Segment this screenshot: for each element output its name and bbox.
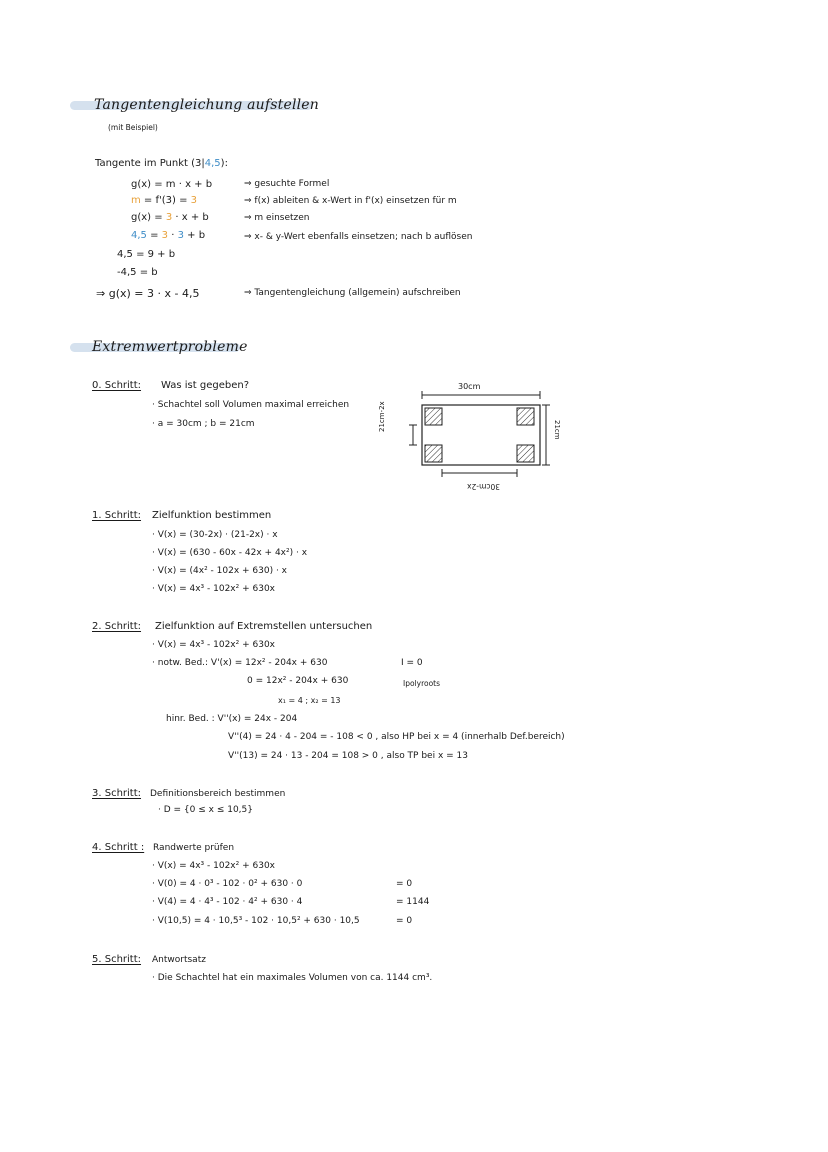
step2-line-1: · V(x) = 4x³ - 102x² + 630x [152, 640, 276, 650]
step0-item-1: · Schachtel soll Volumen maximal erreichen [152, 400, 350, 410]
tangent-note-1: ⇒ gesuchte Formel [244, 179, 330, 189]
step4-text: Randwerte prüfen [153, 843, 235, 853]
step0-item-2: · a = 30cm ; b = 21cm [152, 419, 255, 429]
tangent-note-7: ⇒ Tangentengleichung (allgemein) aufschreiben [244, 288, 461, 298]
dim-label-top: 30cm [458, 382, 481, 391]
step0-label: 0. Schritt: [92, 380, 142, 391]
step0-text: Was ist gegeben? [161, 380, 249, 391]
step4-label: 4. Schritt : [92, 842, 145, 853]
step4-item-4: · V(10,5) = 4 · 10,5³ - 102 · 10,5² + 630 · 10,5 [152, 916, 360, 926]
tangent-row-3: g(x) = 3 · x + b [131, 212, 209, 223]
tangent-row-4: 4,5 = 3 · 3 + b [131, 230, 206, 241]
step4-item-3-result: = 1144 [396, 897, 430, 907]
step1-item-4: · V(x) = 4x³ - 102x² + 630x [152, 584, 276, 594]
step3-label: 3. Schritt: [92, 788, 142, 799]
corner-square [517, 408, 534, 425]
step2-text: Zielfunktion auf Extremstellen untersuchen [155, 621, 373, 632]
step2-roots: x₁ = 4 ; x₂ = 13 [278, 696, 341, 705]
corner-square [425, 445, 442, 462]
step2-line-5: hinr. Bed. : V''(x) = 24x - 204 [166, 714, 298, 724]
step4-item-4-result: = 0 [396, 916, 413, 926]
step2-label: 2. Schritt: [92, 621, 142, 632]
tangent-row-7: ⇒ g(x) = 3 · x - 4,5 [96, 287, 200, 300]
tangent-row-6: -4,5 = b [117, 267, 158, 278]
step1-item-2: · V(x) = (630 - 60x - 42x + 4x²) · x [152, 548, 308, 558]
step1-label: 1. Schritt: [92, 510, 142, 521]
dim-label-bottom: 30cm-2x [467, 482, 500, 491]
tangent-note-2: ⇒ f(x) ableiten & x-Wert in f'(x) einsetzen für m [244, 196, 457, 206]
step4-item-2: · V(0) = 4 · 0³ - 102 · 0² + 630 · 0 [152, 879, 303, 889]
step1-item-3: · V(x) = (4x² - 102x + 630) · x [152, 566, 288, 576]
step5-label: 5. Schritt: [92, 954, 142, 965]
dim-label-left: 21cm-2x [378, 401, 386, 432]
tangent-note-3: ⇒ m einsetzen [244, 213, 310, 223]
tangent-row-5: 4,5 = 9 + b [117, 249, 176, 260]
corner-square [517, 445, 534, 462]
step2-line-6: V''(4) = 24 · 4 - 204 = - 108 < 0 , also HP bei x = 4 (innerhalb Def.bereich) [228, 732, 565, 742]
step1-item-1: · V(x) = (30-2x) · (21-2x) · x [152, 530, 278, 540]
dim-label-right: 21cm [553, 420, 561, 440]
step4-item-2-result: = 0 [396, 879, 413, 889]
tangent-row-1: g(x) = m · x + b [131, 179, 213, 190]
section-title-tangent: Tangentengleichung aufstellen [94, 97, 320, 113]
tangent-note-4: ⇒ x- & y-Wert ebenfalls einsetzen; nach b auflösen [244, 232, 473, 242]
step4-item-3: · V(4) = 4 · 4³ - 102 · 4² + 630 · 4 [152, 897, 303, 907]
step5-item: · Die Schachtel hat ein maximales Volumen von ca. 1144 cm³. [152, 973, 433, 983]
step2-line-2: · notw. Bed.: V'(x) = 12x² - 204x + 630 [152, 658, 328, 668]
section-title-extremwert: Extremwertprobleme [92, 339, 248, 355]
step2-line-3: 0 = 12x² - 204x + 630 [247, 676, 349, 686]
step2-line-2-right: I = 0 [401, 658, 423, 668]
step1-text: Zielfunktion bestimmen [152, 510, 272, 521]
section-subtitle: (mit Beispiel) [108, 123, 158, 132]
corner-square [425, 408, 442, 425]
step3-text: Definitionsbereich bestimmen [150, 789, 286, 799]
step3-item: · D = {0 ≤ x ≤ 10,5} [158, 805, 253, 815]
step5-text: Antwortsatz [152, 955, 206, 965]
tangent-intro: Tangente im Punkt (3|4,5): [95, 158, 228, 169]
step2-line-3-right: Ipolyroots [403, 679, 441, 688]
step4-item-1: · V(x) = 4x³ - 102x² + 630x [152, 861, 276, 871]
tangent-row-2: m = f'(3) = 3 [131, 195, 198, 206]
step2-line-7: V''(13) = 24 · 13 - 204 = 108 > 0 , also TP bei x = 13 [228, 751, 468, 761]
